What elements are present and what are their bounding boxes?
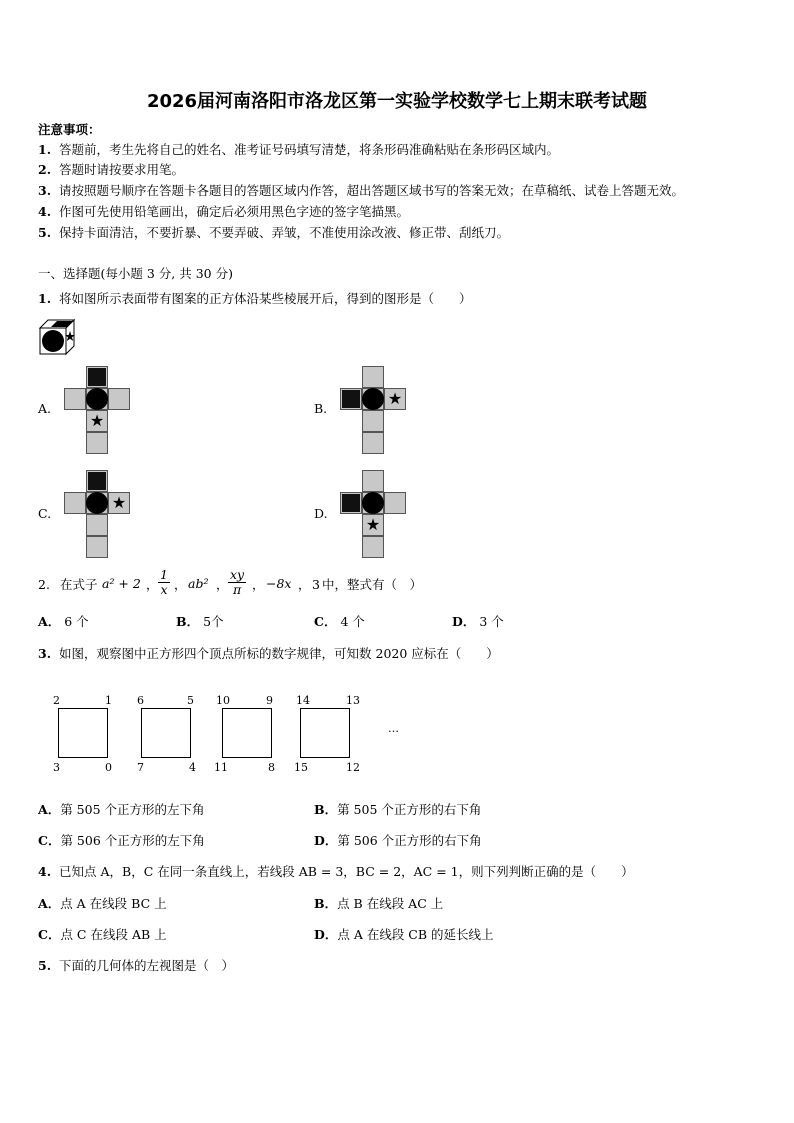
corner-label: 9: [266, 694, 273, 707]
option-value: 第 505 个正方形的左下角: [60, 802, 205, 817]
option-label: B．: [176, 614, 200, 629]
q2-option-d: [452, 614, 504, 630]
notice-num: 1.: [38, 142, 52, 157]
question-1: [38, 291, 472, 307]
expr-neg-8x: −8x: [266, 576, 292, 591]
comma: ，: [174, 577, 187, 592]
option-value: 6 个: [64, 614, 89, 629]
comma: ，: [298, 577, 311, 592]
option-value: 点 C 在线段 AB 上: [60, 927, 167, 942]
option-label: C．: [38, 833, 61, 848]
notice-text: 保持卡面清洁，不要折暴、不要弄破、弄皱，不准使用涂改液、修正带、刮纸刀。: [59, 225, 510, 240]
q2-option-c: [314, 614, 365, 630]
question-5: [38, 958, 234, 974]
fraction-denominator: π: [232, 582, 242, 597]
option-label: B．: [314, 802, 338, 817]
q3-option-c: [38, 833, 205, 849]
ellipsis: …: [388, 722, 399, 735]
corner-label: 15: [294, 761, 308, 774]
section-heading: 一、选择题(每小题 3 分, 共 30 分): [38, 266, 233, 281]
expr-3: 3: [312, 577, 320, 592]
corner-label: 10: [216, 694, 230, 707]
notice-item: [38, 183, 684, 199]
option-value: 第 506 个正方形的右下角: [337, 833, 482, 848]
corner-label: 12: [346, 761, 360, 774]
cube-figure: [38, 318, 78, 356]
option-label: B．: [314, 896, 338, 911]
question-2-number: 2.: [38, 577, 50, 592]
notice-text: 请按照题号顺序在答题卡各题目的答题区域内作答，超出答题区域书写的答案无效；在草稿纸、试卷上答题无效。: [59, 183, 685, 198]
page-title: 2026届河南洛阳市洛龙区第一实验学校数学七上期末联考试题: [146, 91, 648, 112]
q4-option-b: [314, 896, 443, 912]
notice-item: [38, 225, 509, 241]
notice-num: 3.: [38, 183, 52, 198]
option-label: D．: [452, 614, 476, 629]
question-number: 1.: [38, 291, 52, 306]
comma: ，: [216, 577, 229, 592]
q2-option-b: [176, 614, 224, 630]
option-value: 点 B 在线段 AC 上: [337, 896, 444, 911]
option-value: 第 505 个正方形的右下角: [337, 802, 482, 817]
notice-text: 作图可先使用铅笔画出，确定后必须用黑色字迹的签字笔描黑。: [59, 204, 410, 219]
notice-item: [38, 162, 184, 178]
expr-ab2: ab²: [188, 576, 209, 591]
q3-option-d: [314, 833, 482, 849]
comma: ，: [252, 577, 265, 592]
option-label: C．: [38, 927, 61, 942]
question-4: [38, 864, 634, 880]
option-value: 点 A 在线段 CB 的延长线上: [337, 927, 494, 942]
corner-label: 13: [346, 694, 360, 707]
corner-label: 4: [189, 761, 196, 774]
corner-label: 3: [53, 761, 60, 774]
corner-label: 1: [105, 694, 112, 707]
fraction-1-over-x: [158, 568, 170, 597]
question-text: 下面的几何体的左视图是（ ）: [59, 958, 235, 973]
notice-item: [38, 142, 559, 158]
q3-option-b: [314, 802, 481, 818]
corner-label: 8: [268, 761, 275, 774]
corner-label: 6: [137, 694, 144, 707]
fraction-xy-over-pi: [228, 568, 246, 597]
question-2-suffix: 中，整式有（ ）: [322, 577, 423, 592]
option-value: 第 506 个正方形的左下角: [60, 833, 205, 848]
q1-option-a-label: A.: [38, 401, 52, 416]
notice-num: 2.: [38, 162, 52, 177]
q1-option-b-label: B.: [314, 401, 328, 416]
notice-num: 5.: [38, 225, 52, 240]
option-value: 3 个: [479, 614, 504, 629]
q4-option-c: [38, 927, 167, 943]
option-label: A．: [38, 614, 61, 629]
notice-text: 答题前，考生先将自己的姓名、准考证号码填写清楚，将条形码准确粘贴在条形码区域内。: [59, 142, 560, 157]
option-value: 5个: [203, 614, 224, 629]
notice-heading: 注意事项：: [38, 122, 101, 137]
option-value: 4 个: [340, 614, 365, 629]
corner-label: 7: [137, 761, 144, 774]
option-value: 点 A 在线段 BC 上: [60, 896, 167, 911]
fraction-denominator: x: [160, 582, 168, 597]
q1-option-c-label: C.: [38, 506, 52, 521]
corner-label: 0: [105, 761, 112, 774]
question-text: 已知点 A，B，C 在同一条直线上，若线段 AB = 3，BC = 2，AC = 1，则下列判断正确的是（ ）: [59, 864, 634, 879]
notice-item: [38, 204, 409, 220]
question-number: 5.: [38, 958, 52, 973]
q4-option-d: [314, 927, 494, 943]
option-label: A．: [38, 896, 61, 911]
corner-label: 11: [214, 761, 228, 774]
question-text: 将如图所示表面带有图案的正方体沿某些棱展开后，得到的图形是（ ）: [59, 291, 472, 306]
question-number: 4.: [38, 864, 52, 879]
fraction-numerator: xy: [230, 567, 245, 582]
option-label: A．: [38, 802, 61, 817]
corner-label: 14: [296, 694, 310, 707]
option-label: D．: [314, 927, 338, 942]
option-label: D．: [314, 833, 338, 848]
question-3: [38, 646, 499, 662]
fraction-numerator: 1: [160, 567, 168, 582]
corner-label: 5: [187, 694, 194, 707]
question-2-prefix: 在式子: [60, 577, 98, 592]
expr-a2-plus-2: a² + 2: [102, 576, 141, 591]
q2-option-a: [38, 614, 89, 630]
question-number: 3.: [38, 646, 52, 661]
q1-option-d-label: D.: [314, 506, 328, 521]
corner-label: 2: [53, 694, 60, 707]
notice-num: 4.: [38, 204, 52, 219]
option-label: C．: [314, 614, 337, 629]
q3-option-a: [38, 802, 205, 818]
comma: ，: [146, 577, 159, 592]
question-text: 如图，观察图中正方形四个顶点所标的数字规律，可知数 2020 应标在（ ）: [59, 646, 499, 661]
notice-text: 答题时请按要求用笔。: [59, 162, 185, 177]
q4-option-a: [38, 896, 167, 912]
